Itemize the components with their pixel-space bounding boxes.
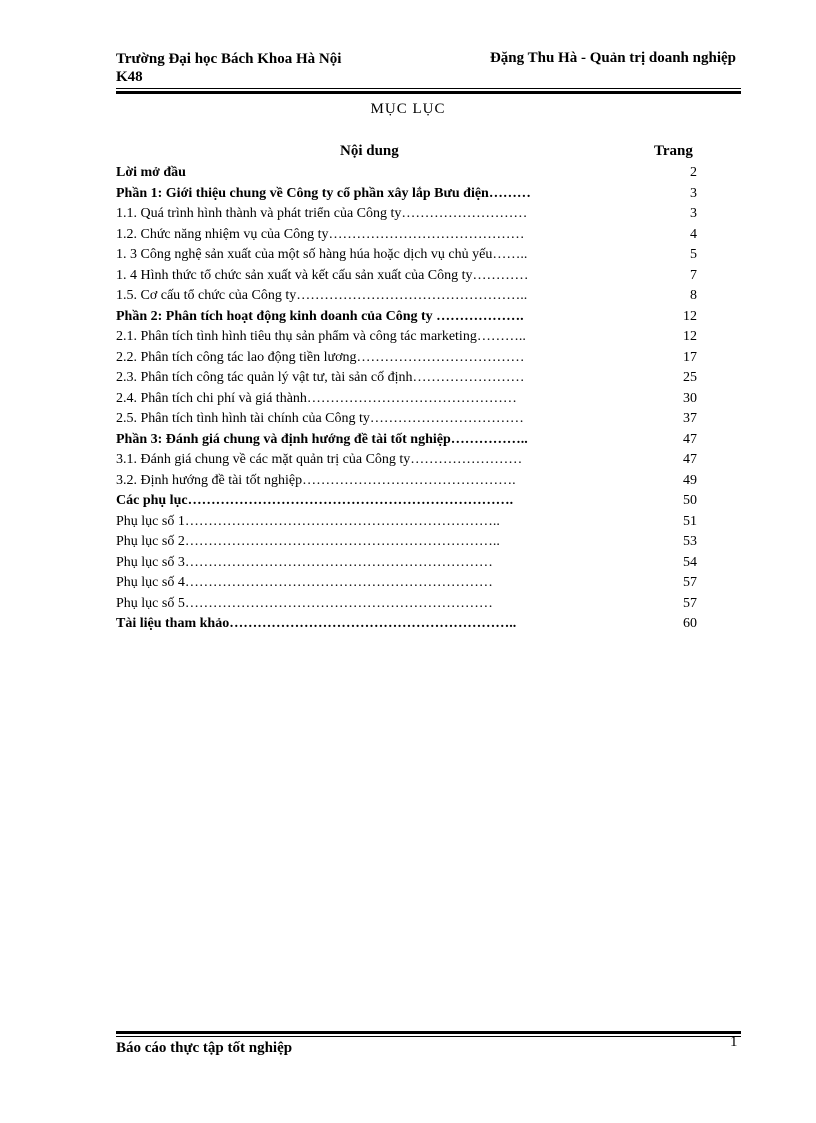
toc-entry — [116, 532, 697, 553]
toc-entry — [116, 307, 697, 328]
toc-entry — [116, 553, 697, 574]
toc-entry-page: 12 — [683, 308, 697, 324]
header-author: Đặng Thu Hà - Quản trị doanh nghiệp — [489, 50, 736, 66]
toc-entry — [116, 409, 697, 430]
toc-entry-title: Phụ lục số 1………………………………………………………….. — [116, 513, 500, 529]
toc-entry-title: Các phụ lục……………………………………………………………. — [116, 493, 514, 508]
toc-entry-page: 12 — [683, 329, 697, 344]
page-title: MỤC LỤC — [370, 101, 446, 117]
page-number: 1 — [730, 1034, 738, 1050]
toc-entry-page: 54 — [683, 554, 697, 570]
toc-entry-title: 2.5. Phân tích tình hình tài chính của Công ty…………………………… — [116, 411, 524, 426]
toc-entry-page: 57 — [683, 595, 697, 611]
toc-entry — [116, 245, 697, 266]
toc-entry-page: 7 — [690, 267, 697, 283]
toc-entry — [116, 266, 697, 287]
footer-rule-thick — [116, 1031, 741, 1034]
toc-entry — [116, 573, 697, 594]
toc-entry-page: 8 — [690, 288, 697, 303]
toc-entry — [116, 594, 697, 615]
toc-entry-page: 47 — [683, 452, 697, 467]
toc-entry-title: 2.3. Phân tích công tác quản lý vật tư, tài sản cố định…………………… — [116, 370, 525, 385]
header-rule-thin — [116, 88, 741, 89]
footer-title: Báo cáo thực tập tốt nghiệp — [116, 1040, 293, 1056]
toc-entry — [116, 450, 697, 471]
toc-entry-title: Phần 1: Giới thiệu chung về Công ty cổ phần xây lắp Bưu điện……… — [116, 185, 531, 201]
footer-rule-thin — [116, 1036, 741, 1037]
table-of-contents — [116, 163, 697, 635]
toc-entry-title: 1.1. Quá trình hình thành và phát triển của Công ty……………………… — [116, 206, 528, 221]
toc-entry-page: 4 — [690, 226, 697, 242]
toc-entry-title: 3.1. Đánh giá chung về các mặt quản trị của Công ty…………………… — [116, 452, 523, 467]
toc-entry-title: 1. 3 Công nghệ sản xuất của một số hàng húa hoặc dịch vụ chủ yếu…….. — [116, 247, 528, 262]
toc-entry-title: 3.2. Định hướng đề tài tốt nghiệp………………………………………. — [116, 472, 516, 488]
toc-entry-page: 3 — [690, 206, 697, 221]
toc-entry — [116, 512, 697, 533]
toc-entry-page: 17 — [683, 349, 697, 365]
toc-entry-page: 30 — [683, 390, 697, 406]
column-header-page: Trang — [654, 143, 693, 159]
toc-entry-page: 49 — [683, 472, 697, 488]
toc-entry-page: 3 — [690, 185, 697, 201]
toc-entry-title: Lời mở đầu — [116, 165, 186, 180]
toc-entry-title: 2.4. Phân tích chi phí và giá thành……………………………………… — [116, 390, 517, 406]
toc-entry-page: 50 — [683, 493, 697, 508]
toc-entry — [116, 163, 697, 184]
toc-entry-title: Phụ lục số 3………………………………………………………… — [116, 554, 493, 570]
toc-entry-page: 53 — [683, 534, 697, 549]
toc-entry-title: 1.2. Chức năng nhiệm vụ của Công ty…………………………………… — [116, 226, 525, 242]
toc-entry-title: 2.1. Phân tích tình hình tiêu thụ sản phẩm và công tác marketing……….. — [116, 329, 526, 344]
toc-entry — [116, 471, 697, 492]
toc-entry — [116, 389, 697, 410]
toc-entry — [116, 430, 697, 451]
header-rule-thick — [116, 91, 741, 94]
toc-entry-page: 51 — [683, 513, 697, 529]
toc-entry-title: 1. 4 Hình thức tổ chức sản xuất và kết cấu sản xuất của Công ty………… — [116, 267, 529, 283]
toc-entry-title: Phần 3: Đánh giá chung và định hướng đề tài tốt nghiệp…………….. — [116, 431, 528, 447]
toc-entry-title: Tài liệu tham khảo…………………………………………………….. — [116, 616, 517, 631]
toc-entry-page: 57 — [683, 575, 697, 590]
header-class: K48 — [116, 69, 143, 85]
toc-entry-page: 25 — [683, 370, 697, 385]
toc-entry-title: Phụ lục số 5………………………………………………………… — [116, 595, 493, 611]
toc-entry — [116, 327, 697, 348]
toc-entry — [116, 491, 697, 512]
toc-entry — [116, 225, 697, 246]
header-school — [116, 50, 341, 86]
toc-entry-page: 60 — [683, 616, 697, 631]
toc-entry — [116, 286, 697, 307]
toc-entry — [116, 368, 697, 389]
toc-entry-title: Phụ lục số 4………………………………………………………… — [116, 575, 493, 590]
toc-entry — [116, 348, 697, 369]
toc-entry-title: Phần 2: Phân tích hoạt động kinh doanh của Công ty ………………. — [116, 308, 524, 324]
toc-entry — [116, 204, 697, 225]
toc-entry-title: 1.5. Cơ cấu tổ chức của Công ty………………………………………….. — [116, 288, 528, 303]
toc-entry-page: 2 — [690, 165, 697, 180]
column-header-content: Nội dung — [340, 143, 399, 159]
toc-entry-page: 47 — [683, 431, 697, 447]
toc-entry — [116, 614, 697, 635]
toc-entry-title: 2.2. Phân tích công tác lao động tiền lương……………………………… — [116, 349, 525, 365]
toc-entry-page: 37 — [683, 411, 697, 426]
toc-entry-title: Phụ lục số 2………………………………………………………….. — [116, 534, 500, 549]
header-school-name: Trường Đại học Bách Khoa Hà Nội — [116, 51, 342, 67]
toc-entry — [116, 184, 697, 205]
toc-entry-page: 5 — [690, 247, 697, 262]
